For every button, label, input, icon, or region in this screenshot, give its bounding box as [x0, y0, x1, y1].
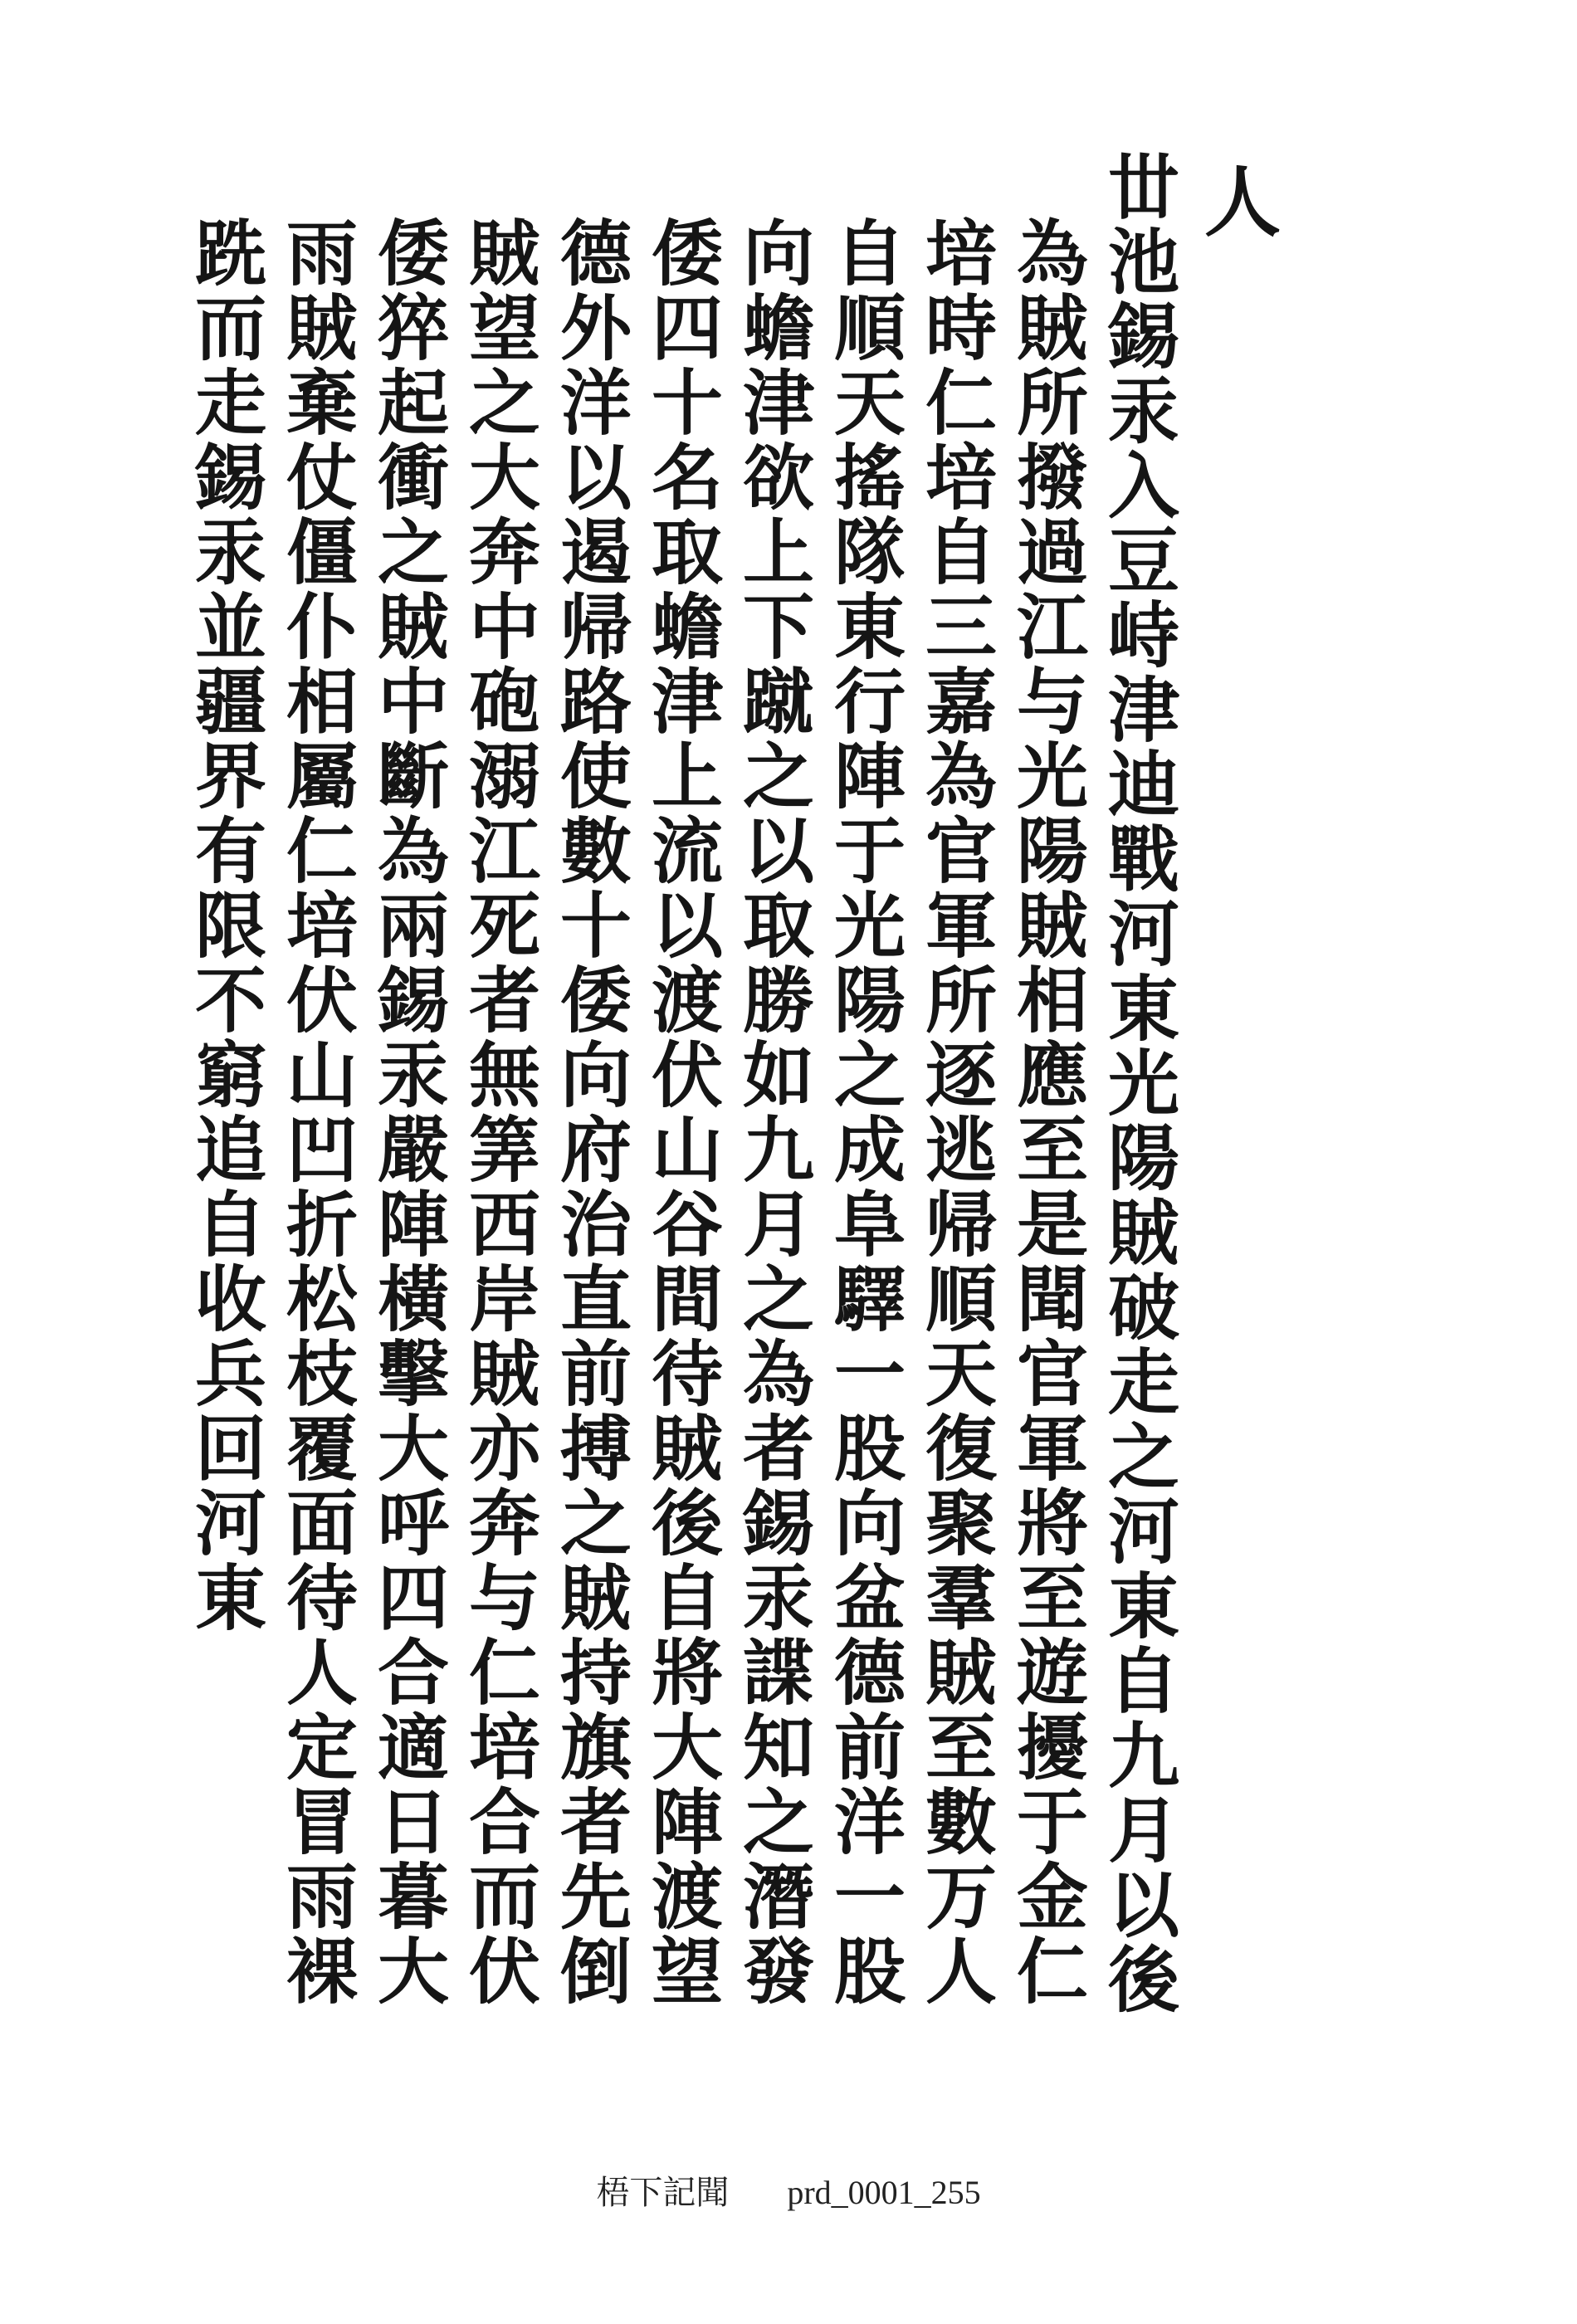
text-column-5: 向蟾津欲上下蹴之以取勝如九月之為者錫汞諜知之潛發 [730, 216, 814, 2009]
text-column-2: 為賊所撥過江与光陽賊相應至是聞官軍將至遊擾于金仁 [1004, 216, 1088, 2009]
text-column-3: 培時仁培自三嘉為官軍所逐逃帰順天復聚羣賊至數万人 [913, 216, 997, 2009]
text-column-9: 倭猝起衝之賊中斷為兩錫汞嚴陣橫擊大呼四合適日暮大 [365, 216, 449, 2009]
page-footer [0, 2166, 1577, 2214]
book-title: 梧下記聞 [596, 2174, 730, 2211]
text-column-6: 倭四十名取蟾津上流以渡伏山谷間待賊後自將大陣渡望 [639, 216, 723, 2009]
text-column-11: 跣而走錫汞並疆界有限不窮追自收兵回河東 [183, 216, 266, 1635]
text-column-1: 丗池錫汞入豆峙津迪戰河東光陽賊破走之河東自九月以後 [1096, 149, 1179, 2017]
text-column-8: 賊望之大奔中砲溺江死者無筭西岸賊亦奔与仁培合而伏 [456, 216, 540, 2009]
text-column-4: 自順天搖隊東行陣于光陽之成阜驛一股向盆德前洋一股 [822, 216, 906, 2009]
page-id: prd_0001_255 [787, 2174, 981, 2211]
running-head: 人 [1192, 162, 1282, 238]
text-column-10: 雨賊棄仗僵仆相屬仁培伏山凹折松枝覆面待人定冒雨裸 [274, 216, 358, 2009]
text-column-7: 德外洋以遏帰路使數十倭向府治直前搏之賊持旗者先倒 [548, 216, 632, 2009]
